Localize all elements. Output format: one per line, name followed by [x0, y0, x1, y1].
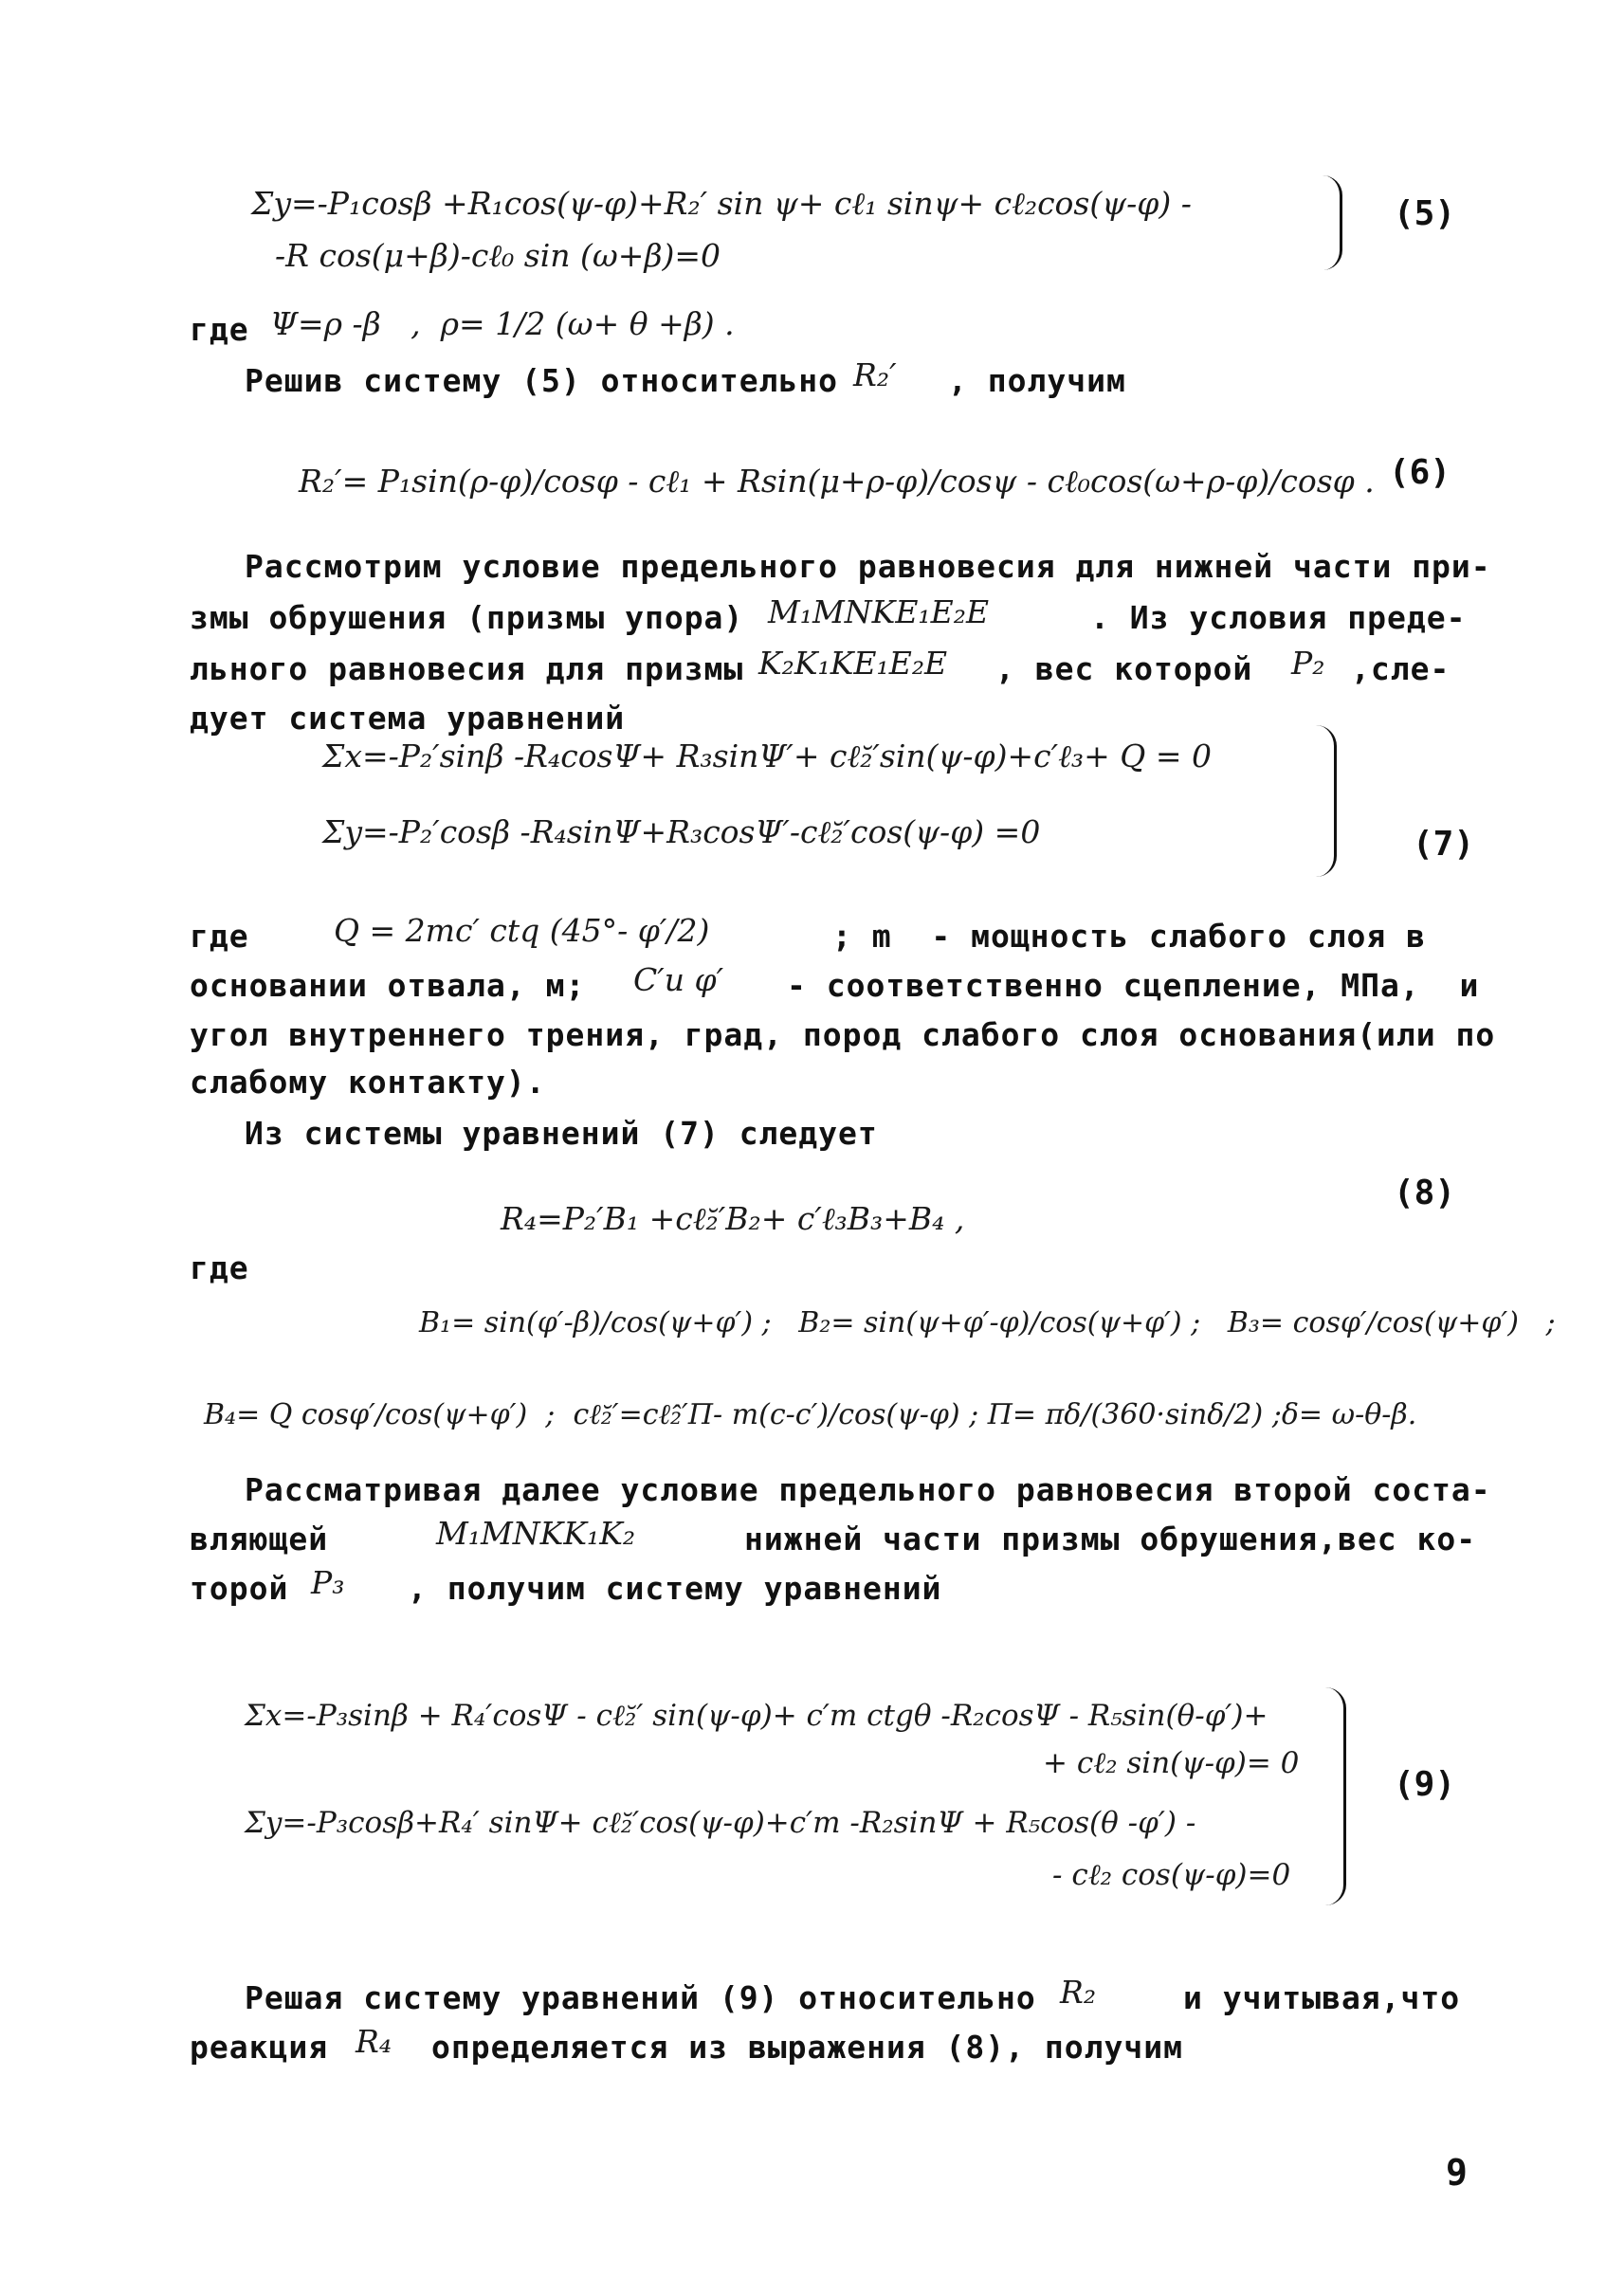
- eq5-line1: Σy=-P₁cosβ +R₁cos(ψ-φ)+R₂′ sin ψ+ cℓ₁ sinψ+ cℓ₂cos(ψ-φ) -: [251, 185, 1192, 222]
- eq7-number: (7): [1413, 825, 1475, 864]
- where2-bline2: B₄= Q cosφ′/cos(ψ+φ′) ; cℓ̆₂′=cℓ̂₂′Π- m(c-c′)/cos(ψ-φ) ; Π= πδ/(360·sinδ/2) ;δ= ω-θ-β.: [204, 1398, 1417, 1431]
- para6-line2sym: R₄: [356, 2023, 392, 2060]
- para5-line3sym: P₃: [311, 1564, 345, 1601]
- para5-line3a: торой: [190, 1570, 289, 1607]
- where2-label: где: [190, 1249, 249, 1286]
- para5-line3b: , получим систему уравнений: [408, 1570, 942, 1607]
- para3-line2a: основании отвала, м;: [190, 967, 586, 1004]
- para1-text: Решив систему (5) относительно: [245, 362, 839, 399]
- eq5-line2: -R cos(μ+β)-cℓ₀ sin (ω+β)=0: [275, 237, 721, 274]
- eq5-brace: [1323, 175, 1342, 270]
- para2-line2sym: M₁MNKE₁E₂E: [768, 593, 990, 630]
- eq5-number: (5): [1394, 194, 1456, 233]
- where2-bline1: B₁= sin(φ′-β)/cos(ψ+φ′) ; B₂= sin(ψ+φ′-φ)/cos(ψ+φ′) ; B₃= cosφ′/cos(ψ+φ′) ;: [419, 1306, 1556, 1339]
- eq8-formula: R₄=P₂′B₁ +cℓ̆₂′B₂+ c′ℓ₃B₃+B₄ ,: [501, 1200, 965, 1237]
- para2-line2b: . Из условия преде-: [1090, 599, 1467, 636]
- para4-text: Из системы уравнений (7) следует: [245, 1115, 878, 1152]
- para5-line2sym: M₁MNKK₁K₂: [436, 1515, 636, 1552]
- eq9-line1: Σx=-P₃sinβ + R₄′cosΨ - cℓ̆₂′ sin(ψ-φ)+ c′m ctgθ -R₂cosΨ - R₅sin(θ-φ′)+: [245, 1699, 1268, 1733]
- para3-line2f: C′и φ′: [633, 961, 724, 998]
- eq7-line1: Σx=-P₂′sinβ -R₄cosΨ+ R₃sinΨ′+ cℓ̆₂′sin(ψ-φ)+c′ℓ₃+ Q = 0: [322, 738, 1212, 774]
- para2-line3sym: K₂K₁KE₁E₂E: [758, 645, 948, 682]
- eq6-number: (6): [1389, 453, 1451, 492]
- para3-line1a: где: [190, 918, 249, 955]
- eq9-line2: + cℓ₂ sin(ψ-φ)= 0: [1043, 1746, 1300, 1780]
- para2-line3c: ,сле-: [1351, 650, 1451, 687]
- para2-line3b: , вес которой: [995, 650, 1253, 687]
- page-number: 9: [1446, 2152, 1468, 2194]
- eq7-line2: Σy=-P₂′cosβ -R₄sinΨ+R₃cosΨ′-cℓ̆₂′cos(ψ-φ) =0: [322, 813, 1041, 850]
- para3-line2b: - соответственно сцепление, МПа, и: [787, 967, 1480, 1004]
- para5-line1: Рассматривая далее условие предельного равновесия второй соста-: [245, 1471, 1491, 1508]
- para2-line3a: льного равновесия для призмы: [190, 650, 744, 687]
- para3-line1f: Q = 2mc′ ctq (45°- φ′/2): [334, 912, 710, 949]
- para5-line2a: вляющей: [190, 1521, 329, 1557]
- para6-line2a: реакция: [190, 2029, 329, 2066]
- eq7-brace: [1313, 725, 1337, 877]
- para2-line3sym2: P₂: [1291, 645, 1325, 682]
- eq9-number: (9): [1394, 1765, 1456, 1804]
- para6-line1sym: R₂: [1060, 1974, 1097, 2011]
- para1-symbol: R₂′: [853, 356, 897, 393]
- para6-line2b: определяется из выражения (8), получим: [431, 2029, 1183, 2066]
- para6-line1a: Решая систему уравнений (9) относительно: [245, 1979, 1036, 2016]
- eq6-formula: R₂′= P₁sin(ρ-φ)/cosφ - cℓ₁ + Rsin(μ+ρ-φ)/cosψ - cℓ₀cos(ω+ρ-φ)/cosφ .: [299, 463, 1375, 500]
- eq8-number: (8): [1394, 1174, 1456, 1212]
- para6-line1b: и учитывая,что: [1183, 1979, 1461, 2016]
- para3-line4: слабому контакту).: [190, 1064, 546, 1101]
- para1-text-end: , получим: [948, 362, 1126, 399]
- eq9-line4: - cℓ₂ cos(ψ-φ)=0: [1052, 1858, 1291, 1892]
- where1-label: где: [190, 311, 249, 348]
- para2-line1: Рассмотрим условие предельного равновесия для нижней части при-: [245, 548, 1491, 585]
- eq9-brace: [1323, 1687, 1346, 1905]
- para3-line3: угол внутреннего трения, град, пород слабого слоя основания(или по: [190, 1016, 1496, 1053]
- para5-line2b: нижней части призмы обрушения,вес ко-: [744, 1521, 1477, 1557]
- where1-formula: Ψ=ρ -β , ρ= 1/2 (ω+ θ +β) .: [270, 305, 735, 342]
- eq9-line3: Σy=-P₃cosβ+R₄′ sinΨ+ cℓ̆₂′cos(ψ-φ)+c′m -R₂sinΨ + R₅cos(θ -φ′) -: [245, 1806, 1196, 1840]
- para2-line4: дует система уравнений: [190, 700, 626, 737]
- para2-line2a: змы обрушения (призмы упора): [190, 599, 744, 636]
- para3-line1b: ; m - мощность слабого слоя в: [832, 918, 1427, 955]
